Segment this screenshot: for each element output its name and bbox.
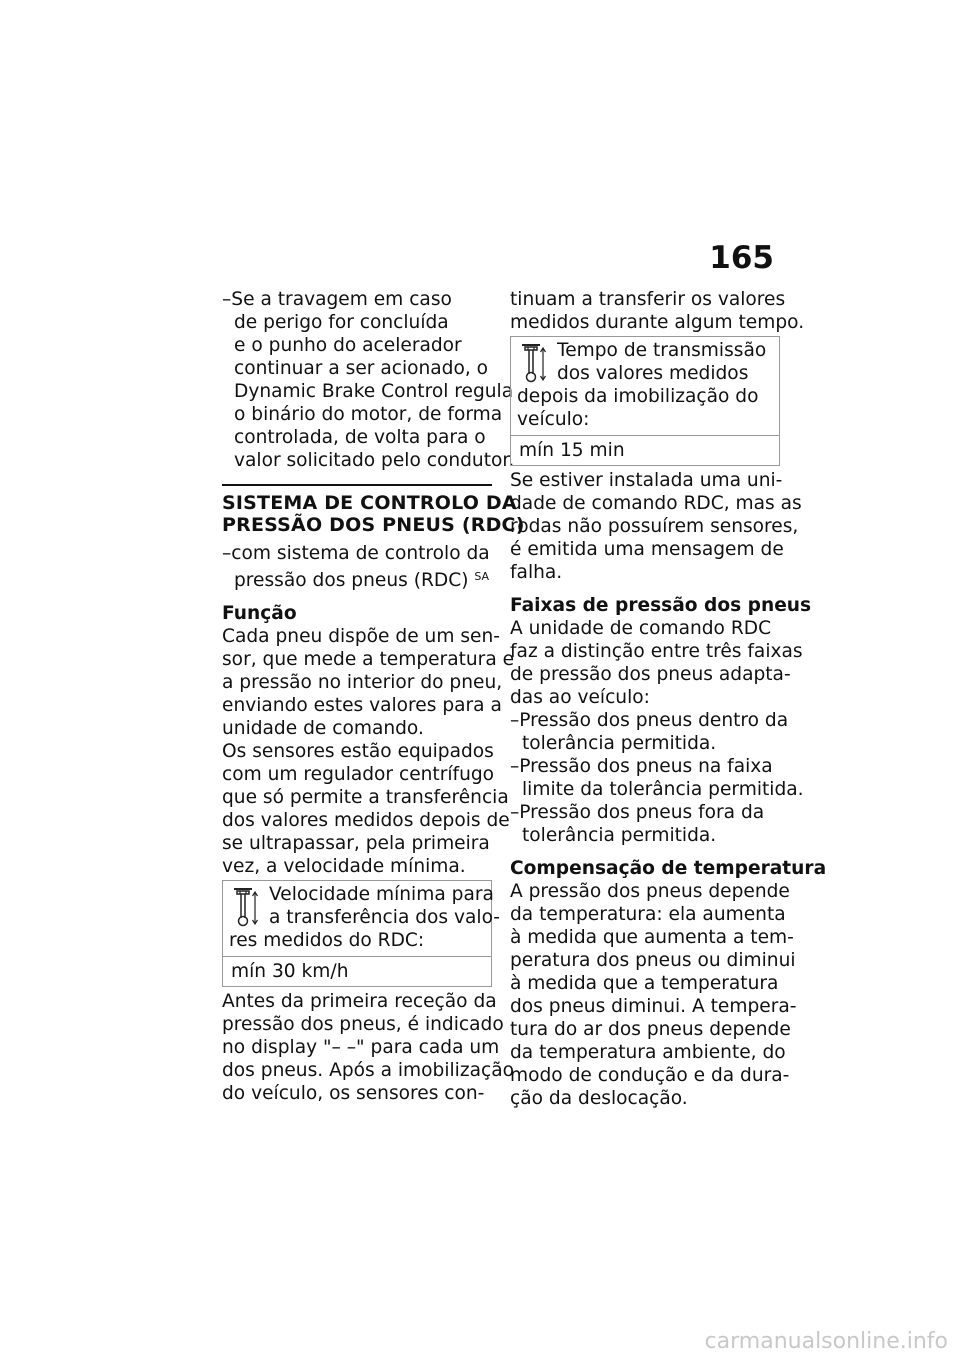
text-line: ção da deslocação.	[510, 1088, 688, 1109]
text-line: dos pneus diminui. A tempera-	[510, 996, 797, 1017]
section-title-line: PRESSÃO DOS PNEUS (RDC)	[222, 514, 525, 536]
spec-label-line: Tempo de transmissão	[557, 340, 767, 361]
text-line: valor solicitado pelo condutor.	[234, 450, 515, 471]
section-title-line: SISTEMA DE CONTROLO DA	[222, 492, 517, 514]
text-line: e o punho do acelerador	[234, 335, 462, 356]
section-divider	[222, 484, 492, 486]
temperature-compensation-heading: Compensação de temperatura	[510, 858, 827, 879]
spec-value: mín 15 min	[511, 435, 779, 465]
text-line: à medida que aumenta a tem-	[510, 927, 794, 948]
spec-box-transmission-time	[510, 336, 780, 466]
text-line: controlada, de volta para o	[234, 427, 486, 448]
text-line-part: pressão dos pneus (RDC)	[234, 570, 469, 591]
text-line: tura do ar dos pneus depende	[510, 1019, 791, 1040]
equipment-bullet	[222, 542, 492, 592]
page-number: 165	[709, 240, 774, 276]
text-line: Dynamic Brake Control regula	[234, 381, 514, 402]
pressure-ranges-list	[510, 709, 804, 847]
text-line: no display "– –" para cada um	[222, 1037, 500, 1058]
text-line: A pressão dos pneus depende	[510, 881, 790, 902]
list-item-continuation: tolerância permitida.	[522, 733, 717, 754]
text-line: das ao veículo:	[510, 687, 650, 708]
text-line: da temperatura ambiente, do	[510, 1042, 786, 1063]
text-line: o binário do motor, de forma	[234, 404, 503, 425]
spec-box-min-speed	[222, 880, 501, 987]
text-line: a pressão no interior do pneu,	[222, 672, 503, 693]
watermark-footer: carmanualsonline.info	[704, 1329, 948, 1354]
brake-control-bullet	[222, 288, 515, 472]
text-line: Se estiver instalada uma uni-	[510, 470, 783, 491]
text-line: dos pneus. Após a imobilização	[222, 1060, 514, 1081]
spec-label-line: res medidos do RDC:	[229, 930, 425, 951]
pressure-ranges-paragraph	[510, 617, 803, 709]
tire-gauge-icon	[521, 343, 547, 383]
text-line	[222, 565, 492, 592]
text-line: faz a distinção entre três faixas	[510, 641, 803, 662]
text-line: dade de comando RDC, mas as	[510, 493, 802, 514]
left-column	[222, 288, 525, 1105]
text-line: –com sistema de controlo da	[222, 543, 490, 564]
display-paragraph	[222, 990, 514, 1105]
text-line: de pressão dos pneus adapta-	[510, 664, 791, 685]
section-title	[222, 492, 525, 536]
text-line: de perigo for concluída	[234, 312, 449, 333]
text-line: é emitida uma mensagem de	[510, 539, 784, 560]
text-line: enviando estes valores para a	[222, 695, 502, 716]
text-line: peratura dos pneus ou diminui	[510, 950, 796, 971]
text-line: medidos durante algum tempo.	[510, 312, 805, 333]
right-column	[510, 288, 827, 1110]
text-line: da temperatura: ela aumenta	[510, 904, 786, 925]
text-line: Antes da primeira receção da	[222, 991, 497, 1012]
text-line: à medida que a temperatura	[510, 973, 779, 994]
special-accessory-mark: SA	[474, 570, 490, 583]
list-item-continuation: limite da tolerância permitida.	[522, 779, 804, 800]
spec-label-line: depois da imobilização do	[517, 386, 759, 407]
function-heading: Função	[222, 603, 297, 624]
text-line: unidade de comando.	[222, 718, 424, 739]
text-line: vez, a velocidade mínima.	[222, 856, 466, 877]
text-line: dos valores medidos depois de	[222, 810, 510, 831]
spec-label-line: dos valores medidos	[557, 363, 749, 384]
text-line: se ultrapassar, pela primeira	[222, 833, 490, 854]
text-line: modo de condução e da dura-	[510, 1065, 790, 1086]
function-paragraph-1	[222, 625, 515, 740]
text-line: com um regulador centrífugo	[222, 764, 495, 785]
text-line: rodas não possuírem sensores,	[510, 516, 799, 537]
list-item: –Pressão dos pneus fora da	[510, 802, 765, 823]
text-line: Cada pneu dispõe de um sen-	[222, 626, 500, 647]
text-line: que só permite a transferência	[222, 787, 509, 808]
temperature-paragraph	[510, 880, 797, 1110]
text-line: sor, que mede a temperatura e	[222, 649, 515, 670]
text-line: A unidade de comando RDC	[510, 618, 772, 639]
spec-value: mín 30 km/h	[223, 956, 491, 986]
text-line: do veículo, os sensores con-	[222, 1083, 485, 1104]
list-item-continuation: tolerância permitida.	[522, 825, 717, 846]
spec-label-line: Velocidade mínima para	[269, 884, 494, 905]
list-item: –Pressão dos pneus dentro da	[510, 710, 789, 731]
text-line: falha.	[510, 562, 563, 583]
text-line: pressão dos pneus, é indicado	[222, 1014, 504, 1035]
function-paragraph-2	[222, 740, 510, 878]
spec-label-line: a transferência dos valo-	[269, 907, 501, 928]
spec-label-line: veículo:	[517, 409, 590, 430]
pressure-ranges-heading: Faixas de pressão dos pneus	[510, 595, 812, 616]
continuation-paragraph	[510, 288, 805, 334]
tire-gauge-icon	[233, 887, 259, 927]
list-item: –Pressão dos pneus na faixa	[510, 756, 773, 777]
no-sensor-paragraph	[510, 469, 802, 584]
text-line: tinuam a transferir os valores	[510, 289, 786, 310]
text-line: Os sensores estão equipados	[222, 741, 494, 762]
text-line: –Se a travagem em caso	[222, 289, 452, 310]
text-line: continuar a ser acionado, o	[234, 358, 489, 379]
